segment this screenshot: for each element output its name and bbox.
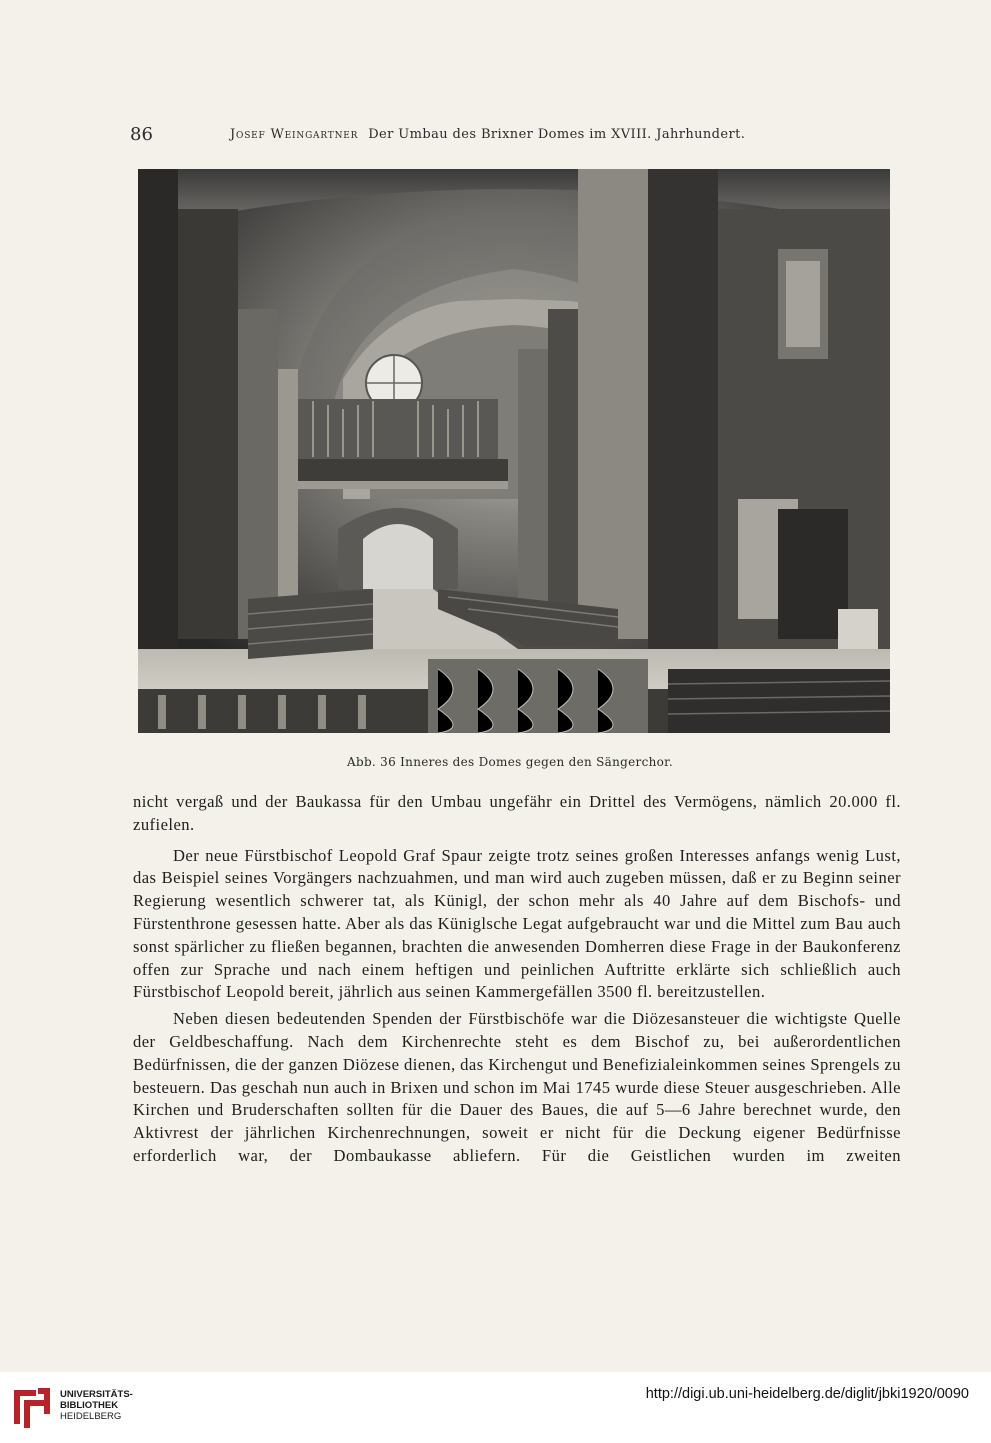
running-head-title: Der Umbau des Brixner Domes im XVIII. Jahrhundert. — [368, 127, 746, 142]
figure-caption: Abb. 36 Inneres des Domes gegen den Sängerchor. — [347, 755, 673, 769]
paragraph-2: Der neue Fürstbischof Leopold Graf Spaur zeigte trotz seines großen Interesses anfangs wenig Lust, das Beispiel seines Vorgängers nachzuahmen, und man wird auch zugeben müssen, daß er zu Beginn seiner Regierung wesentlich schwerer tat, als Künigl, der schon mehr als 40 Jahre auf dem Bischofs- und Fürstenthrone gesessen hatte. Aber als das Küniglsche Legat aufgebraucht war und die Mittel zum Bau auch sonst spärlicher zu fließen begannen, brachten die anwesenden Domherren diese Frage in der Baukonferenz offen zur Sprache und nach einem heftigen und peinlichen Auftritte erklärte sich schließlich auch Fürstbischof Leopold bereit, jährlich aus seinen Kammergefällen 3500 fl. bereitzustellen. — [133, 845, 901, 1002]
library-name-line-2: BIBLIOTHEK — [60, 1400, 119, 1411]
library-name — [60, 1389, 133, 1422]
church-interior-photograph — [138, 169, 890, 733]
page-number: 86 — [130, 124, 153, 145]
paragraph-1: nicht vergaß und der Baukassa für den Umbau ungefähr ein Drittel des Vermögens, nämlich 20.000 fl. zufielen. — [133, 792, 901, 834]
digitization-footer — [0, 1372, 991, 1443]
permalink-url[interactable]: http://digi.ub.uni-heidelberg.de/diglit/jbki1920/0090 — [645, 1386, 969, 1402]
running-head-author: Josef Weingartner — [230, 127, 359, 142]
library-name-line-1: UNIVERSITÄTS- — [60, 1389, 133, 1400]
running-head — [130, 124, 890, 148]
running-title — [230, 127, 745, 142]
university-library-logo-icon — [10, 1384, 54, 1430]
paragraph-3: Neben diesen bedeutenden Spenden der Fürstbischöfe war die Diözesansteuer die wichtigste Quelle der Geldbeschaffung. Nach dem Kirchenrechte steht es dem Bischof zu, bei außerordentlichen Bedürfnissen, die der ganzen Diözese dienen, das Kirchengut und Benefizialeinkommen seines Sprengels zu besteuern. Das geschah nun auch in Brixen und schon im Mai 1745 wurde diese Steuer ausgeschrieben. Alle Kirchen und Bruderschaften sollten für die Dauer des Baues, die auf 5—6 Jahre berechnet wurde, den Aktivrest der jährlichen Kirchenrechnungen, soweit er nicht für die Deckung eigener Bedürfnisse erforderlich war, der Dombaukasse abliefern. Für die Geistlichen wurden im zweiten — [133, 1009, 901, 1165]
library-name-line-3: HEIDELBERG — [60, 1411, 122, 1422]
photograph-church-interior-icon — [138, 169, 890, 733]
body-text — [133, 791, 901, 1168]
